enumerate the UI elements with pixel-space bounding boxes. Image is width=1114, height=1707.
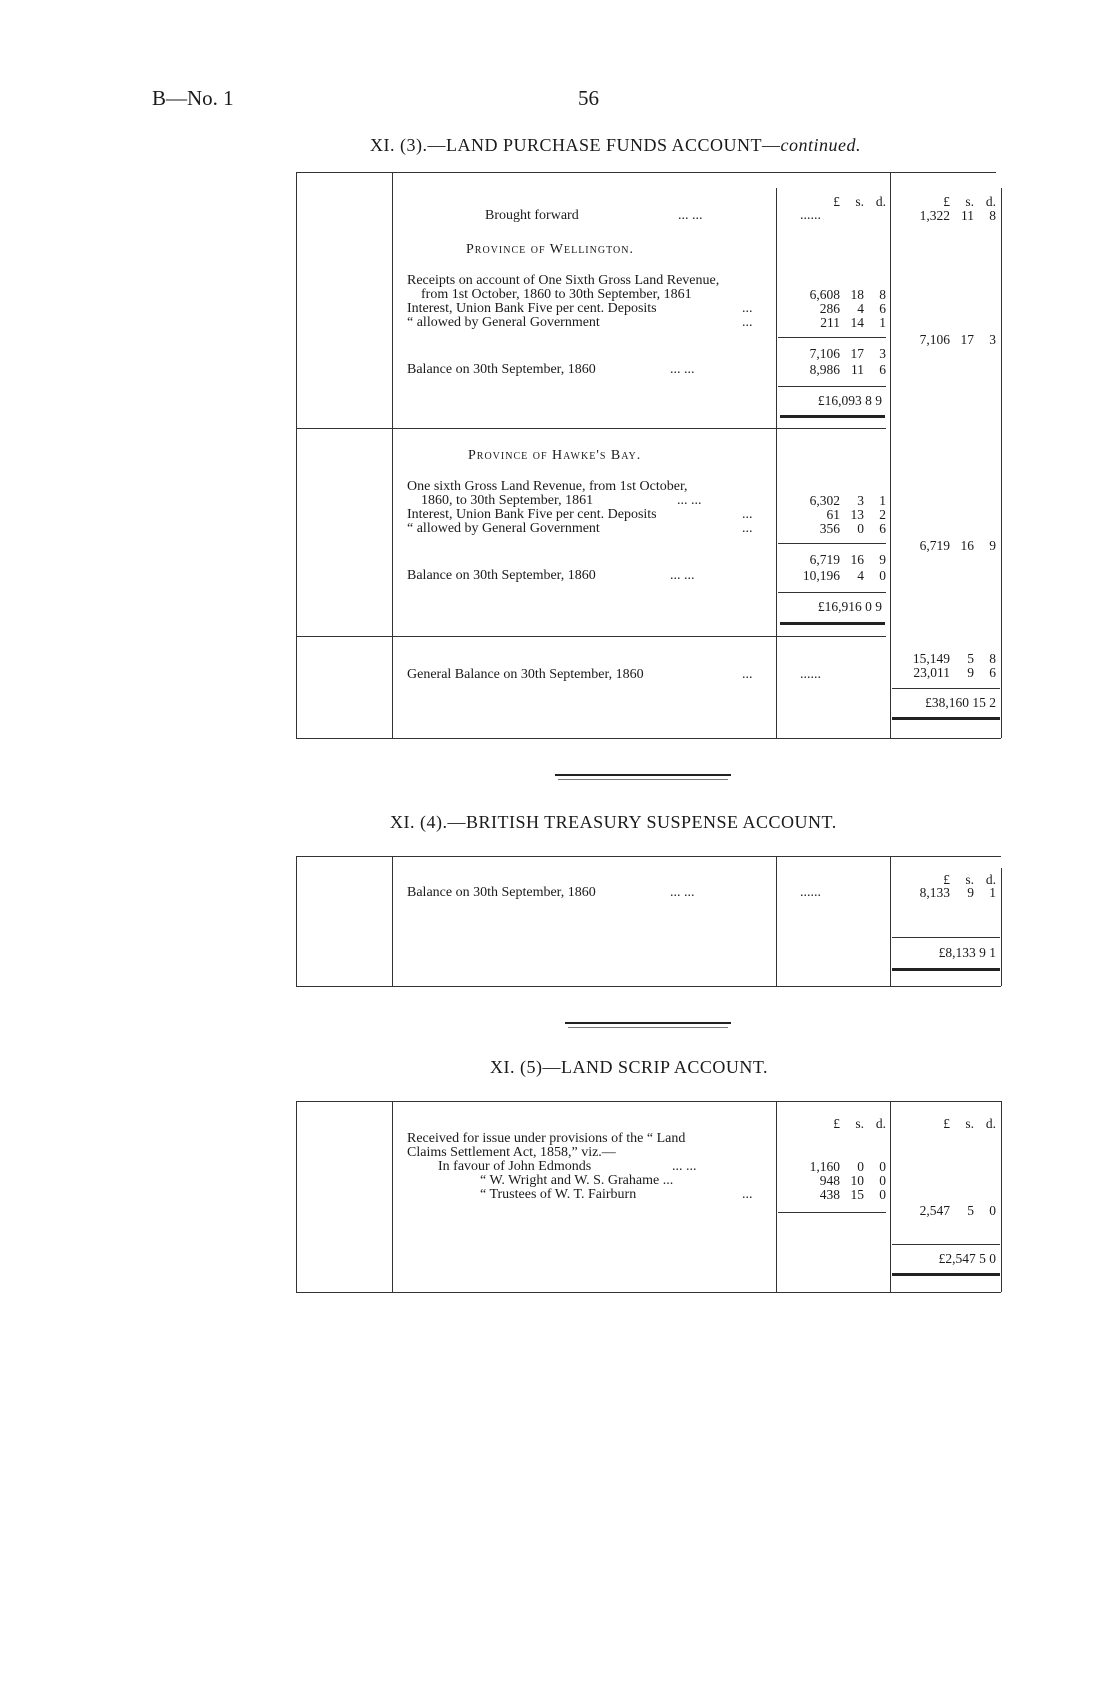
hawkes-bay-subtotal: 6,719 16 9 xyxy=(809,552,886,567)
col-header-outer xyxy=(896,195,996,209)
wellington-balance: 8,986 11 6 xyxy=(809,362,886,377)
double-rule xyxy=(892,968,1000,971)
col-header: £ s. d. xyxy=(943,872,996,887)
leader-dots: ... xyxy=(742,301,753,316)
col-rule xyxy=(1001,188,1002,738)
leader-dots: ... xyxy=(742,521,753,536)
col-header-pence: d. xyxy=(875,194,886,209)
double-rule xyxy=(780,622,885,625)
col-rule xyxy=(776,188,777,738)
section3-title xyxy=(370,135,861,156)
table-bottom-border xyxy=(296,1292,1001,1293)
col-rule xyxy=(890,856,891,986)
wellington-carried: 7,106 17 3 xyxy=(919,332,996,347)
scrip-total: £2,547 5 0 xyxy=(938,1251,996,1266)
table-top-border xyxy=(296,856,1001,857)
separator-rule xyxy=(565,1022,731,1024)
hawkes-bay-amount: 356 0 6 xyxy=(819,521,886,536)
empty-amount-dots: ...... xyxy=(800,667,821,682)
hawkes-bay-balance-label: Balance on 30th September, 1860 xyxy=(407,568,596,583)
hawkes-bay-line: “ allowed by General Government xyxy=(407,521,600,536)
hawkes-bay-heading: Province of Hawke's Bay. xyxy=(468,448,642,463)
leader-dots: ... xyxy=(742,667,753,682)
row-divider xyxy=(296,636,886,637)
section4-title: XI. (4).—BRITISH TREASURY SUSPENSE ACCOUNT. xyxy=(390,812,837,832)
scrip-sum: 2,547 5 0 xyxy=(919,1203,996,1218)
table-top-border xyxy=(296,172,996,173)
leader-dots: ... xyxy=(742,1187,753,1202)
hawkes-bay-line: One sixth Gross Land Revenue, from 1st October, xyxy=(407,479,688,494)
col-rule xyxy=(296,172,297,738)
scrip-item: “ Trustees of W. T. Fairburn xyxy=(480,1187,637,1202)
scrip-line: Claims Settlement Act, 1858,” viz.— xyxy=(407,1145,616,1160)
double-rule xyxy=(780,415,885,418)
subtotal-rule xyxy=(778,337,886,338)
brought-forward-total: 1,322 11 8 xyxy=(919,208,996,223)
scrip-line: Received for issue under provisions of the “ Land xyxy=(407,1131,686,1146)
col-header-shillings: s. xyxy=(965,194,974,209)
scrip-item: “ W. Wright and W. S. Grahame ... xyxy=(480,1173,674,1188)
wellington-balance-label: Balance on 30th September, 1860 xyxy=(407,362,596,377)
col-header-pounds: £ xyxy=(943,194,950,209)
leader-dots: ... ... xyxy=(670,885,695,900)
wellington-line: Interest, Union Bank Five per cent. Deposits xyxy=(407,301,657,316)
section5-title: XI. (5)—LAND SCRIP ACCOUNT. xyxy=(490,1057,769,1077)
wellington-total: £16,093 8 9 xyxy=(817,393,882,408)
leader-dots: ... ... xyxy=(672,1159,697,1174)
leader-dots: ... ... xyxy=(677,493,702,508)
col-rule xyxy=(1001,1101,1002,1292)
scrip-amount: 1,160 0 0 xyxy=(809,1159,886,1174)
leader-dots: ... ... xyxy=(678,208,703,223)
hawkes-bay-line: Interest, Union Bank Five per cent. Deposits xyxy=(407,507,657,522)
hawkes-bay-amount: 6,302 3 1 xyxy=(809,493,886,508)
col-rule xyxy=(392,1101,393,1292)
general-balance-label: General Balance on 30th September, 1860 xyxy=(407,667,644,682)
col-header-outer: £ s. d. xyxy=(943,1116,996,1131)
separator-rule xyxy=(558,779,728,780)
leader-dots: ... ... xyxy=(670,362,695,377)
section3-title-suffix: continued. xyxy=(780,135,862,155)
total-rule xyxy=(892,1244,1000,1245)
col-rule xyxy=(776,856,777,986)
table-bottom-border xyxy=(296,986,1001,987)
treasury-balance: 8,133 9 1 xyxy=(919,885,996,900)
double-rule xyxy=(892,717,1000,720)
table-bottom-border xyxy=(296,738,1001,739)
general-sum-1: 15,149 5 8 xyxy=(912,651,996,666)
row-divider xyxy=(296,428,886,429)
double-rule xyxy=(892,1273,1000,1276)
table-top-border xyxy=(296,1101,1001,1102)
scrip-amount: 438 15 0 xyxy=(819,1187,886,1202)
subtotal-rule xyxy=(778,543,886,544)
col-rule xyxy=(392,172,393,738)
empty-amount-dots: ...... xyxy=(800,208,821,223)
wellington-line: Receipts on account of One Sixth Gross Land Revenue, xyxy=(407,273,720,288)
section3-title-main: XI. (3).—LAND PURCHASE FUNDS ACCOUNT— xyxy=(370,135,781,155)
col-header-inner: £ s. d. xyxy=(833,1116,886,1131)
hawkes-bay-line: 1860, to 30th September, 1861 xyxy=(421,493,594,508)
wellington-subtotal: 7,106 17 3 xyxy=(809,346,886,361)
col-rule xyxy=(296,1101,297,1292)
page-code: B—No. 1 xyxy=(152,86,234,110)
total-rule xyxy=(892,937,1000,938)
separator-rule xyxy=(568,1027,728,1028)
treasury-balance-label: Balance on 30th September, 1860 xyxy=(407,885,596,900)
hawkes-bay-total: £16,916 0 9 xyxy=(817,599,882,614)
brought-forward-label: Brought forward xyxy=(485,208,579,223)
leader-dots: ... xyxy=(742,315,753,330)
wellington-line: from 1st October, 1860 to 30th September, 1861 xyxy=(421,287,692,302)
empty-amount-dots: ...... xyxy=(800,885,821,900)
scrip-amount: 948 10 0 xyxy=(819,1173,886,1188)
hawkes-bay-balance: 10,196 4 0 xyxy=(802,568,886,583)
leader-dots: ... xyxy=(742,507,753,522)
page-number: 56 xyxy=(578,86,599,110)
wellington-amount: 211 14 1 xyxy=(820,315,886,330)
col-rule xyxy=(1001,868,1002,986)
total-rule xyxy=(778,592,886,593)
col-header-shillings: s. xyxy=(855,194,864,209)
treasury-total: £8,133 9 1 xyxy=(938,945,996,960)
hawkes-bay-amount: 61 13 2 xyxy=(826,507,886,522)
col-rule xyxy=(890,172,891,738)
hawkes-bay-carried: 6,719 16 9 xyxy=(919,538,996,553)
wellington-amount: 286 4 6 xyxy=(819,301,886,316)
total-rule xyxy=(892,688,1000,689)
wellington-heading: Province of Wellington. xyxy=(466,242,634,257)
wellington-line: “ allowed by General Government xyxy=(407,315,600,330)
leader-dots: ... ... xyxy=(670,568,695,583)
wellington-amount: 6,608 18 8 xyxy=(809,287,886,302)
total-rule xyxy=(778,386,886,387)
scrip-item: In favour of John Edmonds xyxy=(438,1159,592,1174)
col-header-pounds: £ xyxy=(833,194,840,209)
col-rule xyxy=(890,1101,891,1292)
col-header-inner xyxy=(786,195,886,209)
general-total: £38,160 15 2 xyxy=(925,695,996,710)
col-rule xyxy=(296,856,297,986)
subtotal-rule xyxy=(778,1212,886,1213)
col-rule xyxy=(392,856,393,986)
col-header-pence: d. xyxy=(985,194,996,209)
separator-rule xyxy=(555,774,731,776)
general-sum-2: 23,011 9 6 xyxy=(913,665,996,680)
